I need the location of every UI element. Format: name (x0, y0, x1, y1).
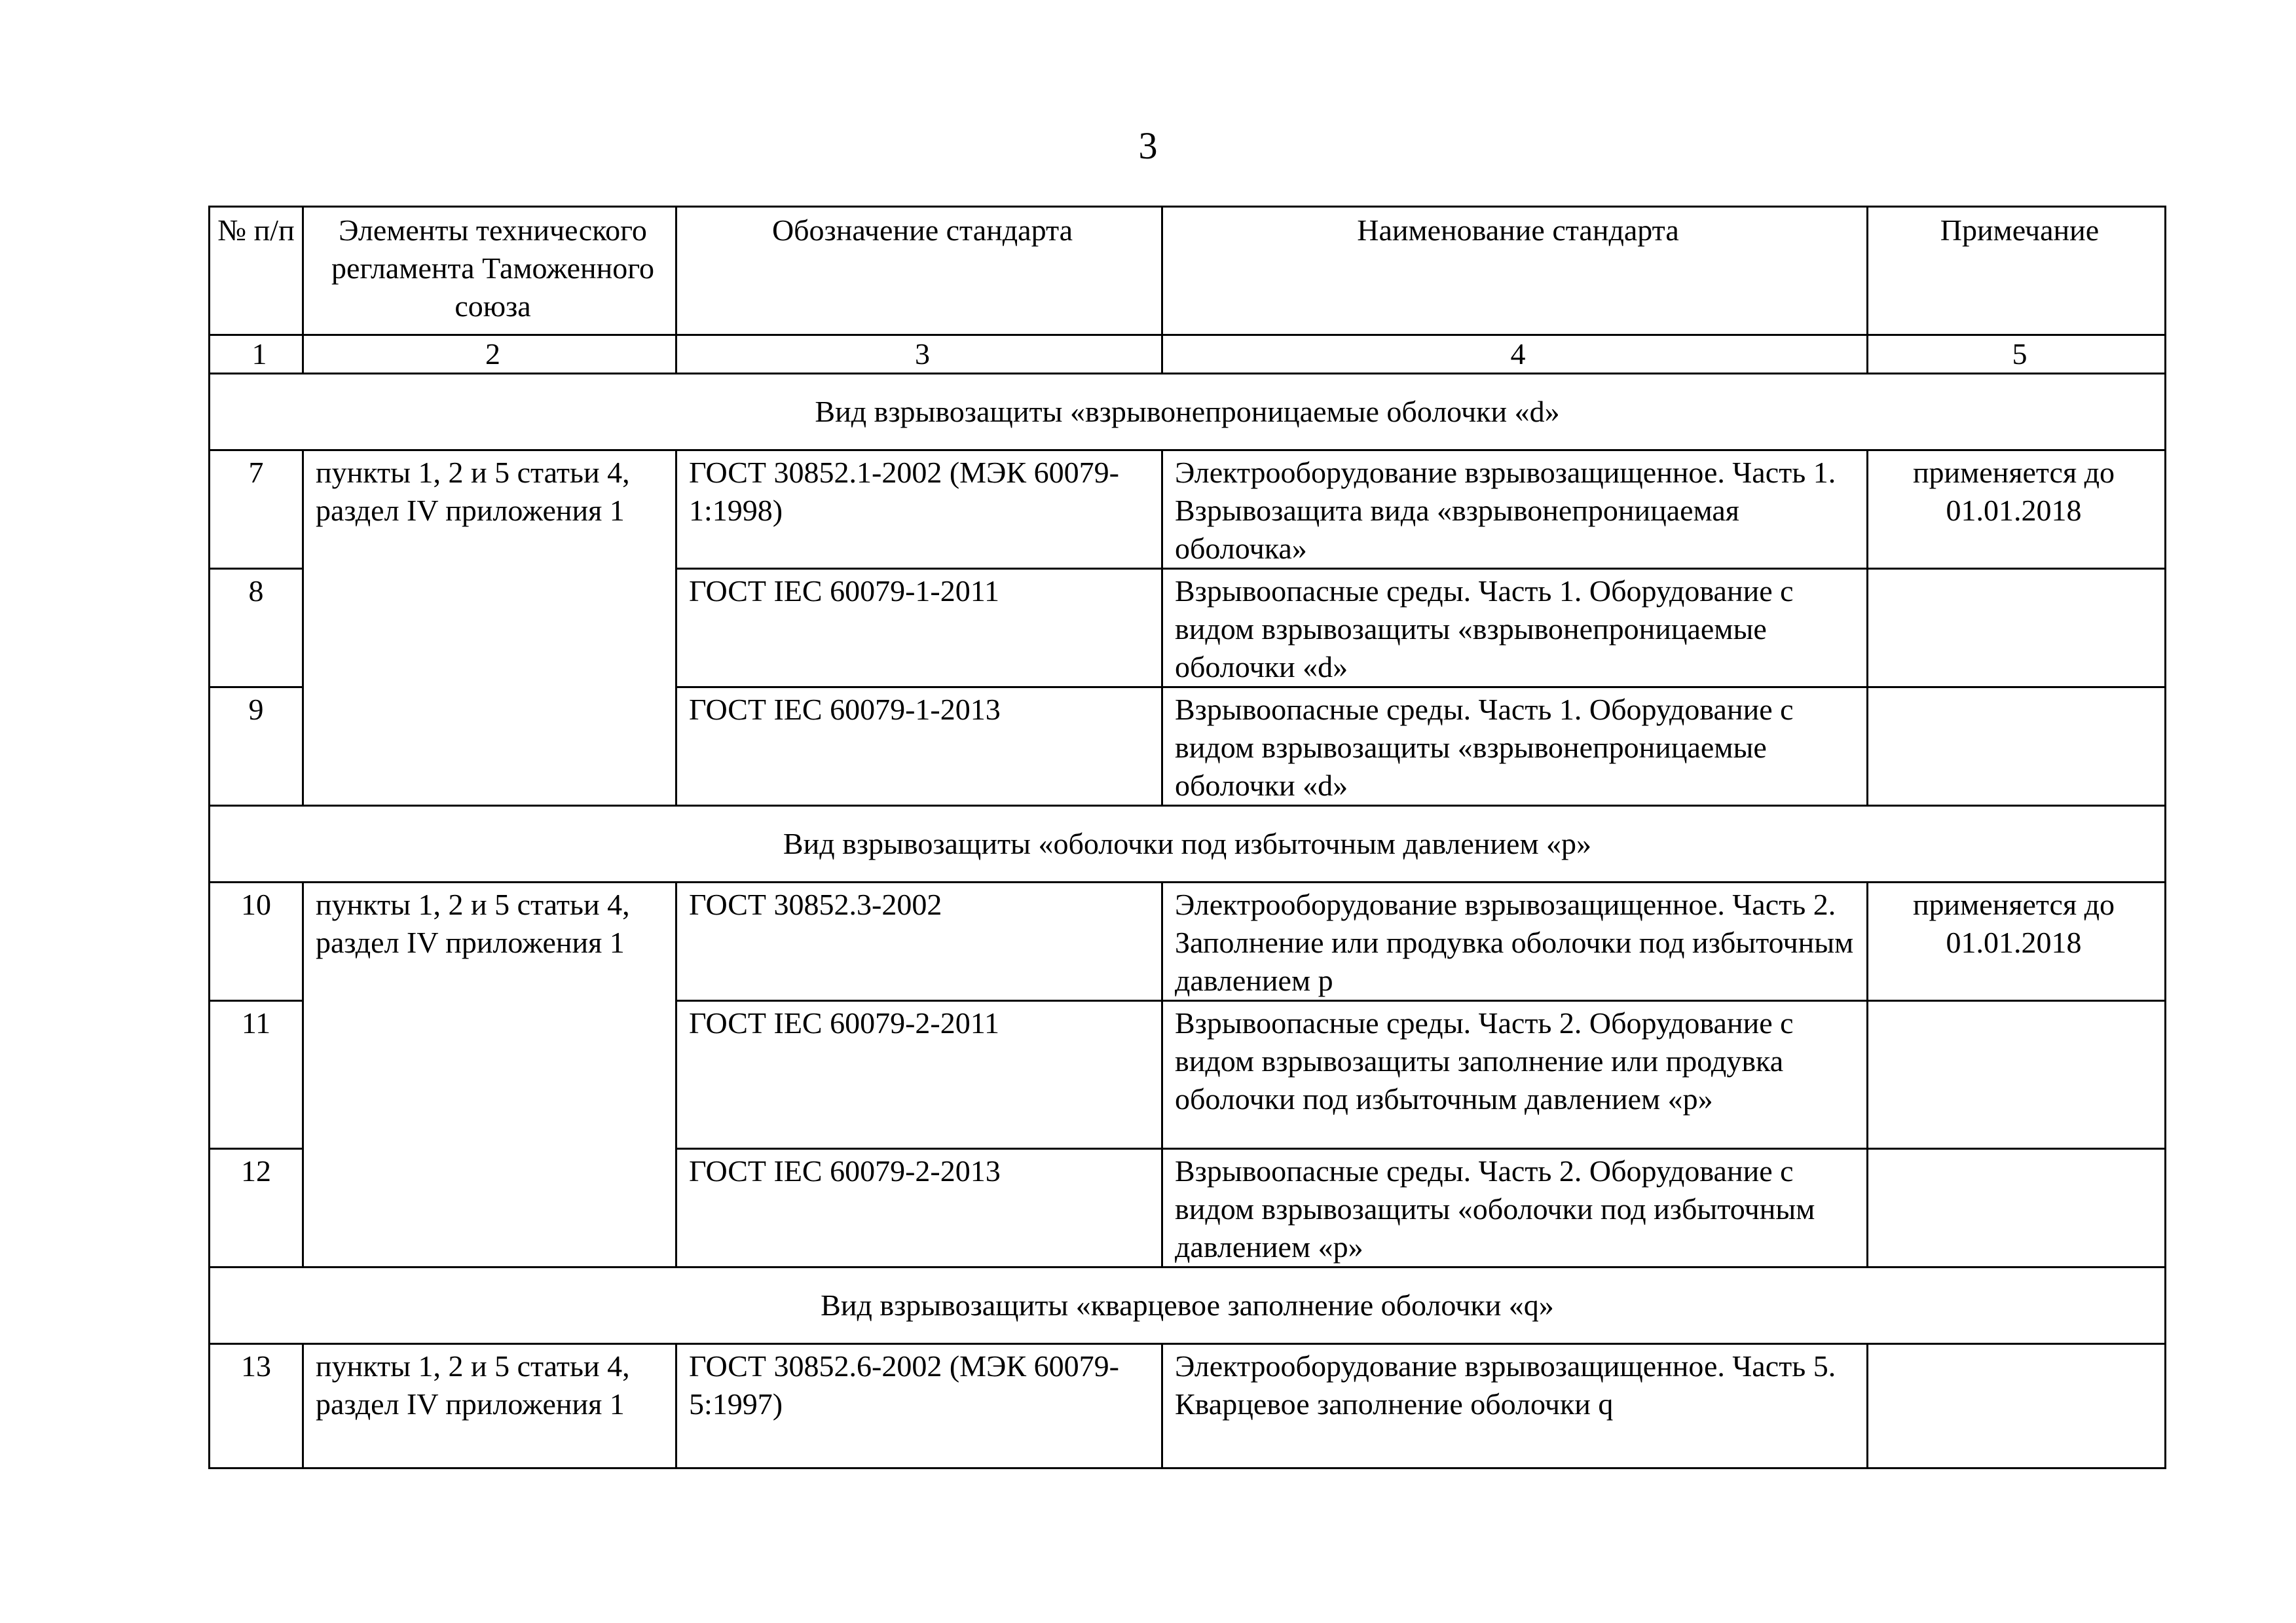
standard-designation: ГОСТ IEC 60079-1-2013 (676, 687, 1162, 806)
section-title: Вид взрывозащиты «взрывонепроницаемые оболочки «d» (210, 374, 2166, 450)
standard-designation: ГОСТ IEC 60079-1-2011 (676, 569, 1162, 687)
standard-note (1868, 1149, 2166, 1267)
regulation-elements: пункты 1, 2 и 5 статьи 4, раздел IV приложения 1 (303, 1344, 676, 1468)
page-number: 3 (1138, 124, 1158, 167)
standard-name: Электрооборудование взрывозащищенное. Часть 5. Кварцевое заполнение оболочки q (1162, 1344, 1868, 1468)
column-number: 2 (303, 335, 676, 374)
standard-name: Взрывоопасные среды. Часть 2. Оборудование с видом взрывозащиты заполнение или продувка оболочки под избыточным давлением «р» (1162, 1001, 1868, 1149)
row-number: 7 (210, 450, 303, 569)
standard-name: Электрооборудование взрывозащищенное. Часть 1. Взрывозащита вида «взрывонепроницаемая оболочка» (1162, 450, 1868, 569)
column-number: 4 (1162, 335, 1868, 374)
table-row (210, 883, 2166, 1001)
table-header-row (210, 207, 2166, 335)
standard-note (1868, 1001, 2166, 1149)
table-row (210, 450, 2166, 569)
column-numbers-row (210, 335, 2166, 374)
column-number: 1 (210, 335, 303, 374)
column-number: 5 (1868, 335, 2166, 374)
row-number: 10 (210, 883, 303, 1001)
section-title: Вид взрывозащиты «оболочки под избыточным давлением «р» (210, 806, 2166, 883)
standard-note (1868, 687, 2166, 806)
row-number: 12 (210, 1149, 303, 1267)
section-row (210, 1267, 2166, 1344)
standard-name: Взрывоопасные среды. Часть 2. Оборудование с видом взрывозащиты «оболочки под избыточным давлением «р» (1162, 1149, 1868, 1267)
section-row (210, 806, 2166, 883)
standard-designation: ГОСТ IEC 60079-2-2013 (676, 1149, 1162, 1267)
header-elements: Элементы технического регламента Таможенного союза (303, 207, 676, 335)
header-name: Наименование стандарта (1162, 207, 1868, 335)
row-number: 11 (210, 1001, 303, 1149)
standard-designation: ГОСТ 30852.1-2002 (МЭК 60079-1:1998) (676, 450, 1162, 569)
standard-note (1868, 569, 2166, 687)
column-number: 3 (676, 335, 1162, 374)
standard-note (1868, 1344, 2166, 1468)
standard-designation: ГОСТ 30852.6-2002 (МЭК 60079-5:1997) (676, 1344, 1162, 1468)
standard-note: применяется до 01.01.2018 (1868, 450, 2166, 569)
table-row (210, 1344, 2166, 1468)
standard-designation: ГОСТ IEC 60079-2-2011 (676, 1001, 1162, 1149)
row-number: 9 (210, 687, 303, 806)
standards-table (208, 206, 2166, 1469)
standard-name: Взрывоопасные среды. Часть 1. Оборудование с видом взрывозащиты «взрывонепроницаемые оболочки «d» (1162, 569, 1868, 687)
standard-note: применяется до 01.01.2018 (1868, 883, 2166, 1001)
header-number: № п/п (210, 207, 303, 335)
standard-name: Взрывоопасные среды. Часть 1. Оборудование с видом взрывозащиты «взрывонепроницаемые оболочки «d» (1162, 687, 1868, 806)
standard-name: Электрооборудование взрывозащищенное. Часть 2. Заполнение или продувка оболочки под избыточным давлением р (1162, 883, 1868, 1001)
row-number: 13 (210, 1344, 303, 1468)
section-title: Вид взрывозащиты «кварцевое заполнение оболочки «q» (210, 1267, 2166, 1344)
row-number: 8 (210, 569, 303, 687)
header-note: Примечание (1868, 207, 2166, 335)
standard-designation: ГОСТ 30852.3-2002 (676, 883, 1162, 1001)
section-row (210, 374, 2166, 450)
regulation-elements: пункты 1, 2 и 5 статьи 4, раздел IV приложения 1 (303, 883, 676, 1267)
regulation-elements: пункты 1, 2 и 5 статьи 4, раздел IV приложения 1 (303, 450, 676, 806)
header-designation: Обозначение стандарта (676, 207, 1162, 335)
